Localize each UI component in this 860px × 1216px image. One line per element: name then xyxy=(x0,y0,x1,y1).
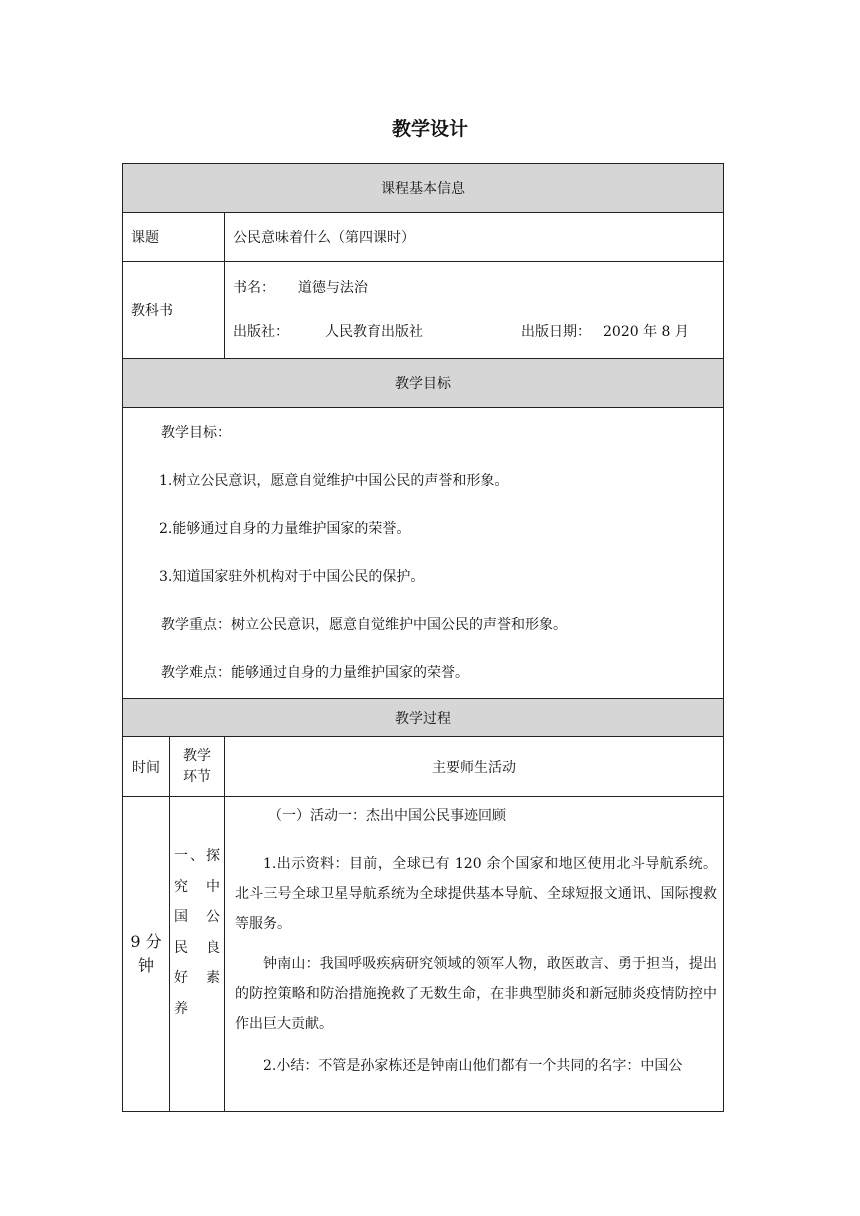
textbook-label: 教科书 xyxy=(123,262,225,359)
publisher-value: 人民教育出版社 xyxy=(325,324,423,340)
goal-item-2: 2.能够通过自身的力量维护国家的荣誉。 xyxy=(159,521,411,537)
activity-cell xyxy=(225,797,724,1112)
document-title: 教学设计 xyxy=(391,118,468,140)
lesson-plan-table xyxy=(122,163,724,1112)
goal-item-3: 3.知道国家驻外机构对于中国公民的保护。 xyxy=(159,569,425,585)
course-info-header: 课程基本信息 xyxy=(123,164,724,213)
col-stage-line2: 环节 xyxy=(183,768,211,785)
time-cell xyxy=(123,797,170,1112)
stage-line: 国 公 xyxy=(174,909,220,925)
time-line1: 9 分 xyxy=(130,932,162,951)
pub-date-value: 2020 年 8 月 xyxy=(603,324,689,340)
topic-value: 公民意味着什么（第四课时） xyxy=(225,213,724,262)
book-name-value: 道德与法治 xyxy=(297,280,368,296)
col-stage-line1: 教学 xyxy=(183,747,211,764)
topic-label: 课题 xyxy=(123,213,225,262)
stage-line: 究 中 xyxy=(174,878,220,895)
activity-paragraph-2: 钟南山：我国呼吸疾病研究领域的领军人物，敢医敢言、勇于担当，提出的防控策略和防治措施挽救了无数生命，在非典型肺炎和新冠肺炎疫情防控中作出巨大贡献。 xyxy=(235,956,718,1032)
activity-paragraph-1: 1.出示资料：目前，全球已有 120 余个国家和地区使用北斗导航系统。北斗三号全球卫星导航系统为全球提供基本导航、全球短报文通讯、国际搜救等服务。 xyxy=(235,856,718,932)
goals-intro: 教学目标： xyxy=(161,425,231,441)
stage-line: 好 素 xyxy=(174,970,220,986)
textbook-details xyxy=(225,262,724,359)
process-header: 教学过程 xyxy=(123,699,724,737)
stage-line: 养 xyxy=(174,1000,188,1017)
pub-date-label: 出版日期： xyxy=(521,324,591,340)
goals-body xyxy=(123,408,724,699)
key-point: 教学重点：树立公民意识，愿意自觉维护中国公民的声誉和形象。 xyxy=(161,617,567,633)
col-time-header: 时间 xyxy=(123,737,170,797)
difficulty: 教学难点：能够通过自身的力量维护国家的荣誉。 xyxy=(161,665,469,681)
col-activity-header: 主要师生活动 xyxy=(225,737,724,797)
goals-header: 教学目标 xyxy=(123,359,724,408)
stage-cell xyxy=(170,797,225,1112)
activity-title: （一）活动一：杰出中国公民事迹回顾 xyxy=(268,808,506,824)
stage-line: 一、探 xyxy=(174,848,220,864)
col-stage-header xyxy=(170,737,225,797)
time-line2: 钟 xyxy=(137,956,154,975)
goal-item-1: 1.树立公民意识，愿意自觉维护中国公民的声誉和形象。 xyxy=(159,473,509,489)
publisher-label: 出版社： xyxy=(233,324,289,340)
stage-line: 民 良 xyxy=(174,939,220,956)
activity-paragraph-3: 2.小结：不管是孙家栋还是钟南山他们都有一个共同的名字：中国公 xyxy=(263,1058,683,1074)
book-name-label: 书名： xyxy=(233,280,275,296)
